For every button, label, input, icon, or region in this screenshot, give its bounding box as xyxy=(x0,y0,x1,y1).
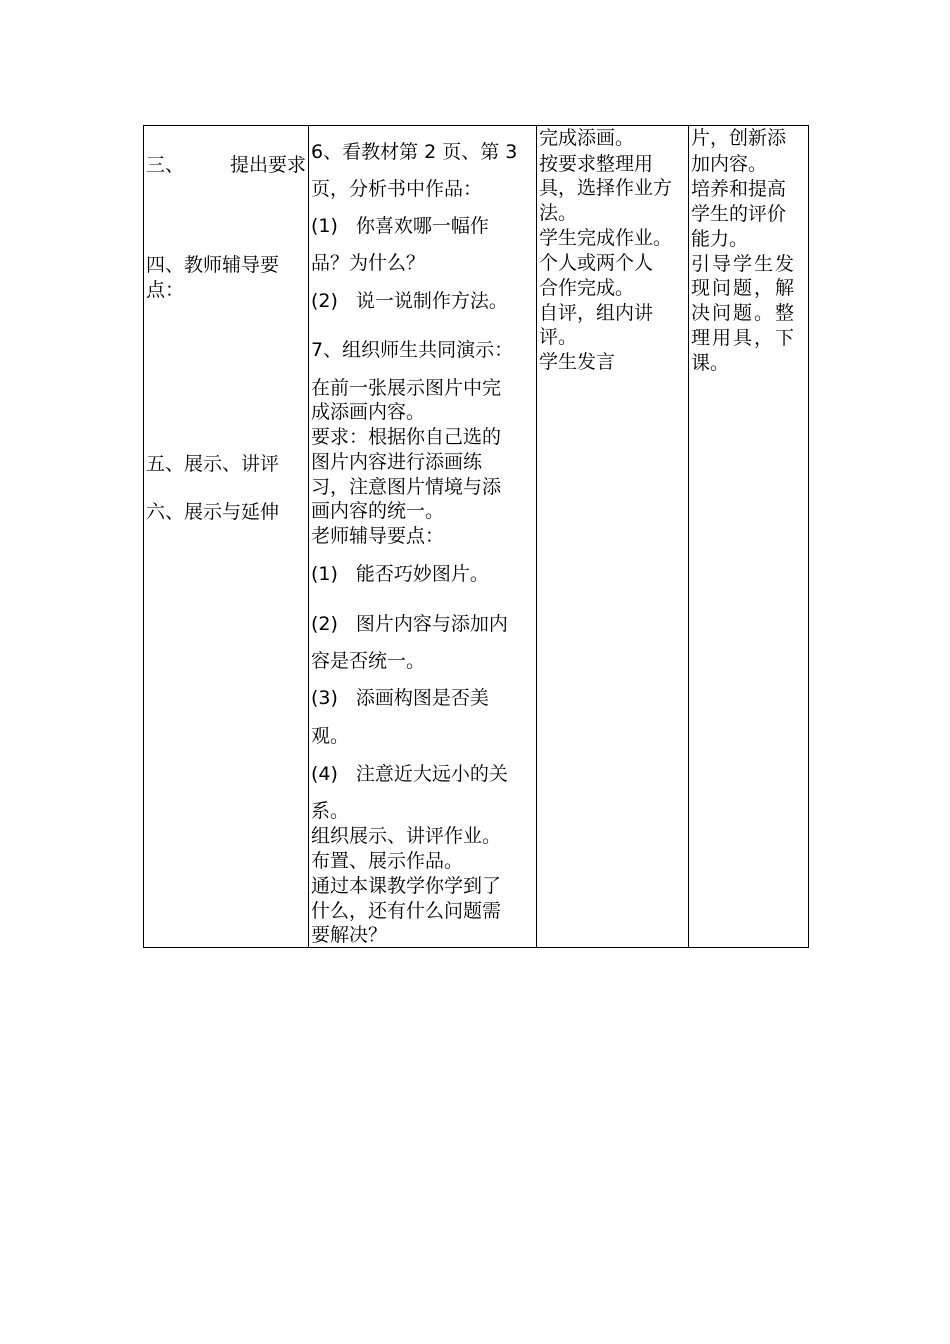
stage-column xyxy=(144,126,309,948)
question-2: (2) 说一说制作方法。 xyxy=(311,290,508,312)
teacher-activity-column xyxy=(309,126,537,948)
student-p4-line1: 个人或两个人 xyxy=(539,252,654,274)
demo-line1: 在前一张展示图片中完 xyxy=(311,377,502,399)
design-intent-column xyxy=(689,126,809,948)
intent-p1-line1: 片，创新添 xyxy=(691,127,787,149)
stage-item-5: 五、展示、讲评 xyxy=(146,453,280,475)
student-p2-line3: 法。 xyxy=(539,202,578,224)
extension-line3: 要解决？ xyxy=(311,924,388,946)
student-p5-line2: 评。 xyxy=(539,326,578,348)
guide-point-3-line1: (3) 添画构图是否美 xyxy=(311,687,489,709)
intent-p3-line2: 现问题，解 xyxy=(691,277,797,299)
requirement-line3: 习，注意图片情境与添 xyxy=(311,476,502,498)
intent-p3-line4: 理用具，下 xyxy=(691,327,797,349)
intent-p3-line1: 引导学生发 xyxy=(691,253,797,275)
student-p4-line2: 合作完成。 xyxy=(539,277,635,299)
guide-point-1: (1) 能否巧妙图片。 xyxy=(311,563,489,585)
show-line1: 组织展示、讲评作业。 xyxy=(311,825,502,847)
guide-title: 老师辅导要点： xyxy=(311,525,445,547)
guide-point-2-line2: 容是否统一。 xyxy=(311,650,426,672)
intent-p2-line2: 学生的评价 xyxy=(691,203,787,225)
student-p3: 学生完成作业。 xyxy=(539,227,673,249)
student-p6: 学生发言 xyxy=(539,351,616,373)
step-6-line2: 页，分析书中作品： xyxy=(311,178,483,200)
intent-p3-line3: 决问题。整 xyxy=(691,302,797,324)
show-line2: 布置、展示作品。 xyxy=(311,850,464,872)
student-activity-column xyxy=(537,126,689,948)
requirement-line2: 图片内容进行添画练 xyxy=(311,451,483,473)
extension-line2: 什么，还有什么问题需 xyxy=(311,900,502,922)
stage-item-4-line1: 四、教师辅导要 xyxy=(146,254,280,276)
guide-point-2-line1: (2) 图片内容与添加内 xyxy=(311,613,508,635)
question-1-line2: 品？为什么？ xyxy=(311,252,426,274)
guide-point-4-line1: (4) 注意近大远小的关 xyxy=(311,763,508,785)
stage-item-3: 三、 提出要求 xyxy=(146,154,307,176)
demo-line2: 成添画内容。 xyxy=(311,401,426,423)
step-6-line1: 6、看教材第 2 页、第 3 xyxy=(311,141,518,163)
intent-p3-line5: 课。 xyxy=(691,352,730,374)
student-p1: 完成添画。 xyxy=(539,127,635,149)
table-row xyxy=(144,126,809,948)
intent-p1-line2: 加内容。 xyxy=(691,153,768,175)
guide-point-3-line2: 观。 xyxy=(311,725,350,747)
student-p2-line1: 按要求整理用 xyxy=(539,153,654,175)
guide-point-4-line2: 系。 xyxy=(311,800,350,822)
student-p5-line1: 自评，组内讲 xyxy=(539,302,654,324)
extension-line1: 通过本课教学你学到了 xyxy=(311,875,502,897)
requirement-line1: 要求：根据你自己选的 xyxy=(311,426,502,448)
question-1-line1: (1) 你喜欢哪一幅作 xyxy=(311,215,489,237)
intent-p2-line1: 培养和提高 xyxy=(691,178,787,200)
step-7: 7、组织师生共同演示： xyxy=(311,339,514,361)
intent-p2-line3: 能力。 xyxy=(691,228,749,250)
lesson-plan-table xyxy=(143,125,809,948)
stage-item-4-line2: 点： xyxy=(146,279,185,301)
student-p2-line2: 具，选择作业方 xyxy=(539,177,673,199)
requirement-line4: 画内容的统一。 xyxy=(311,500,445,522)
stage-item-6: 六、展示与延伸 xyxy=(146,501,280,523)
